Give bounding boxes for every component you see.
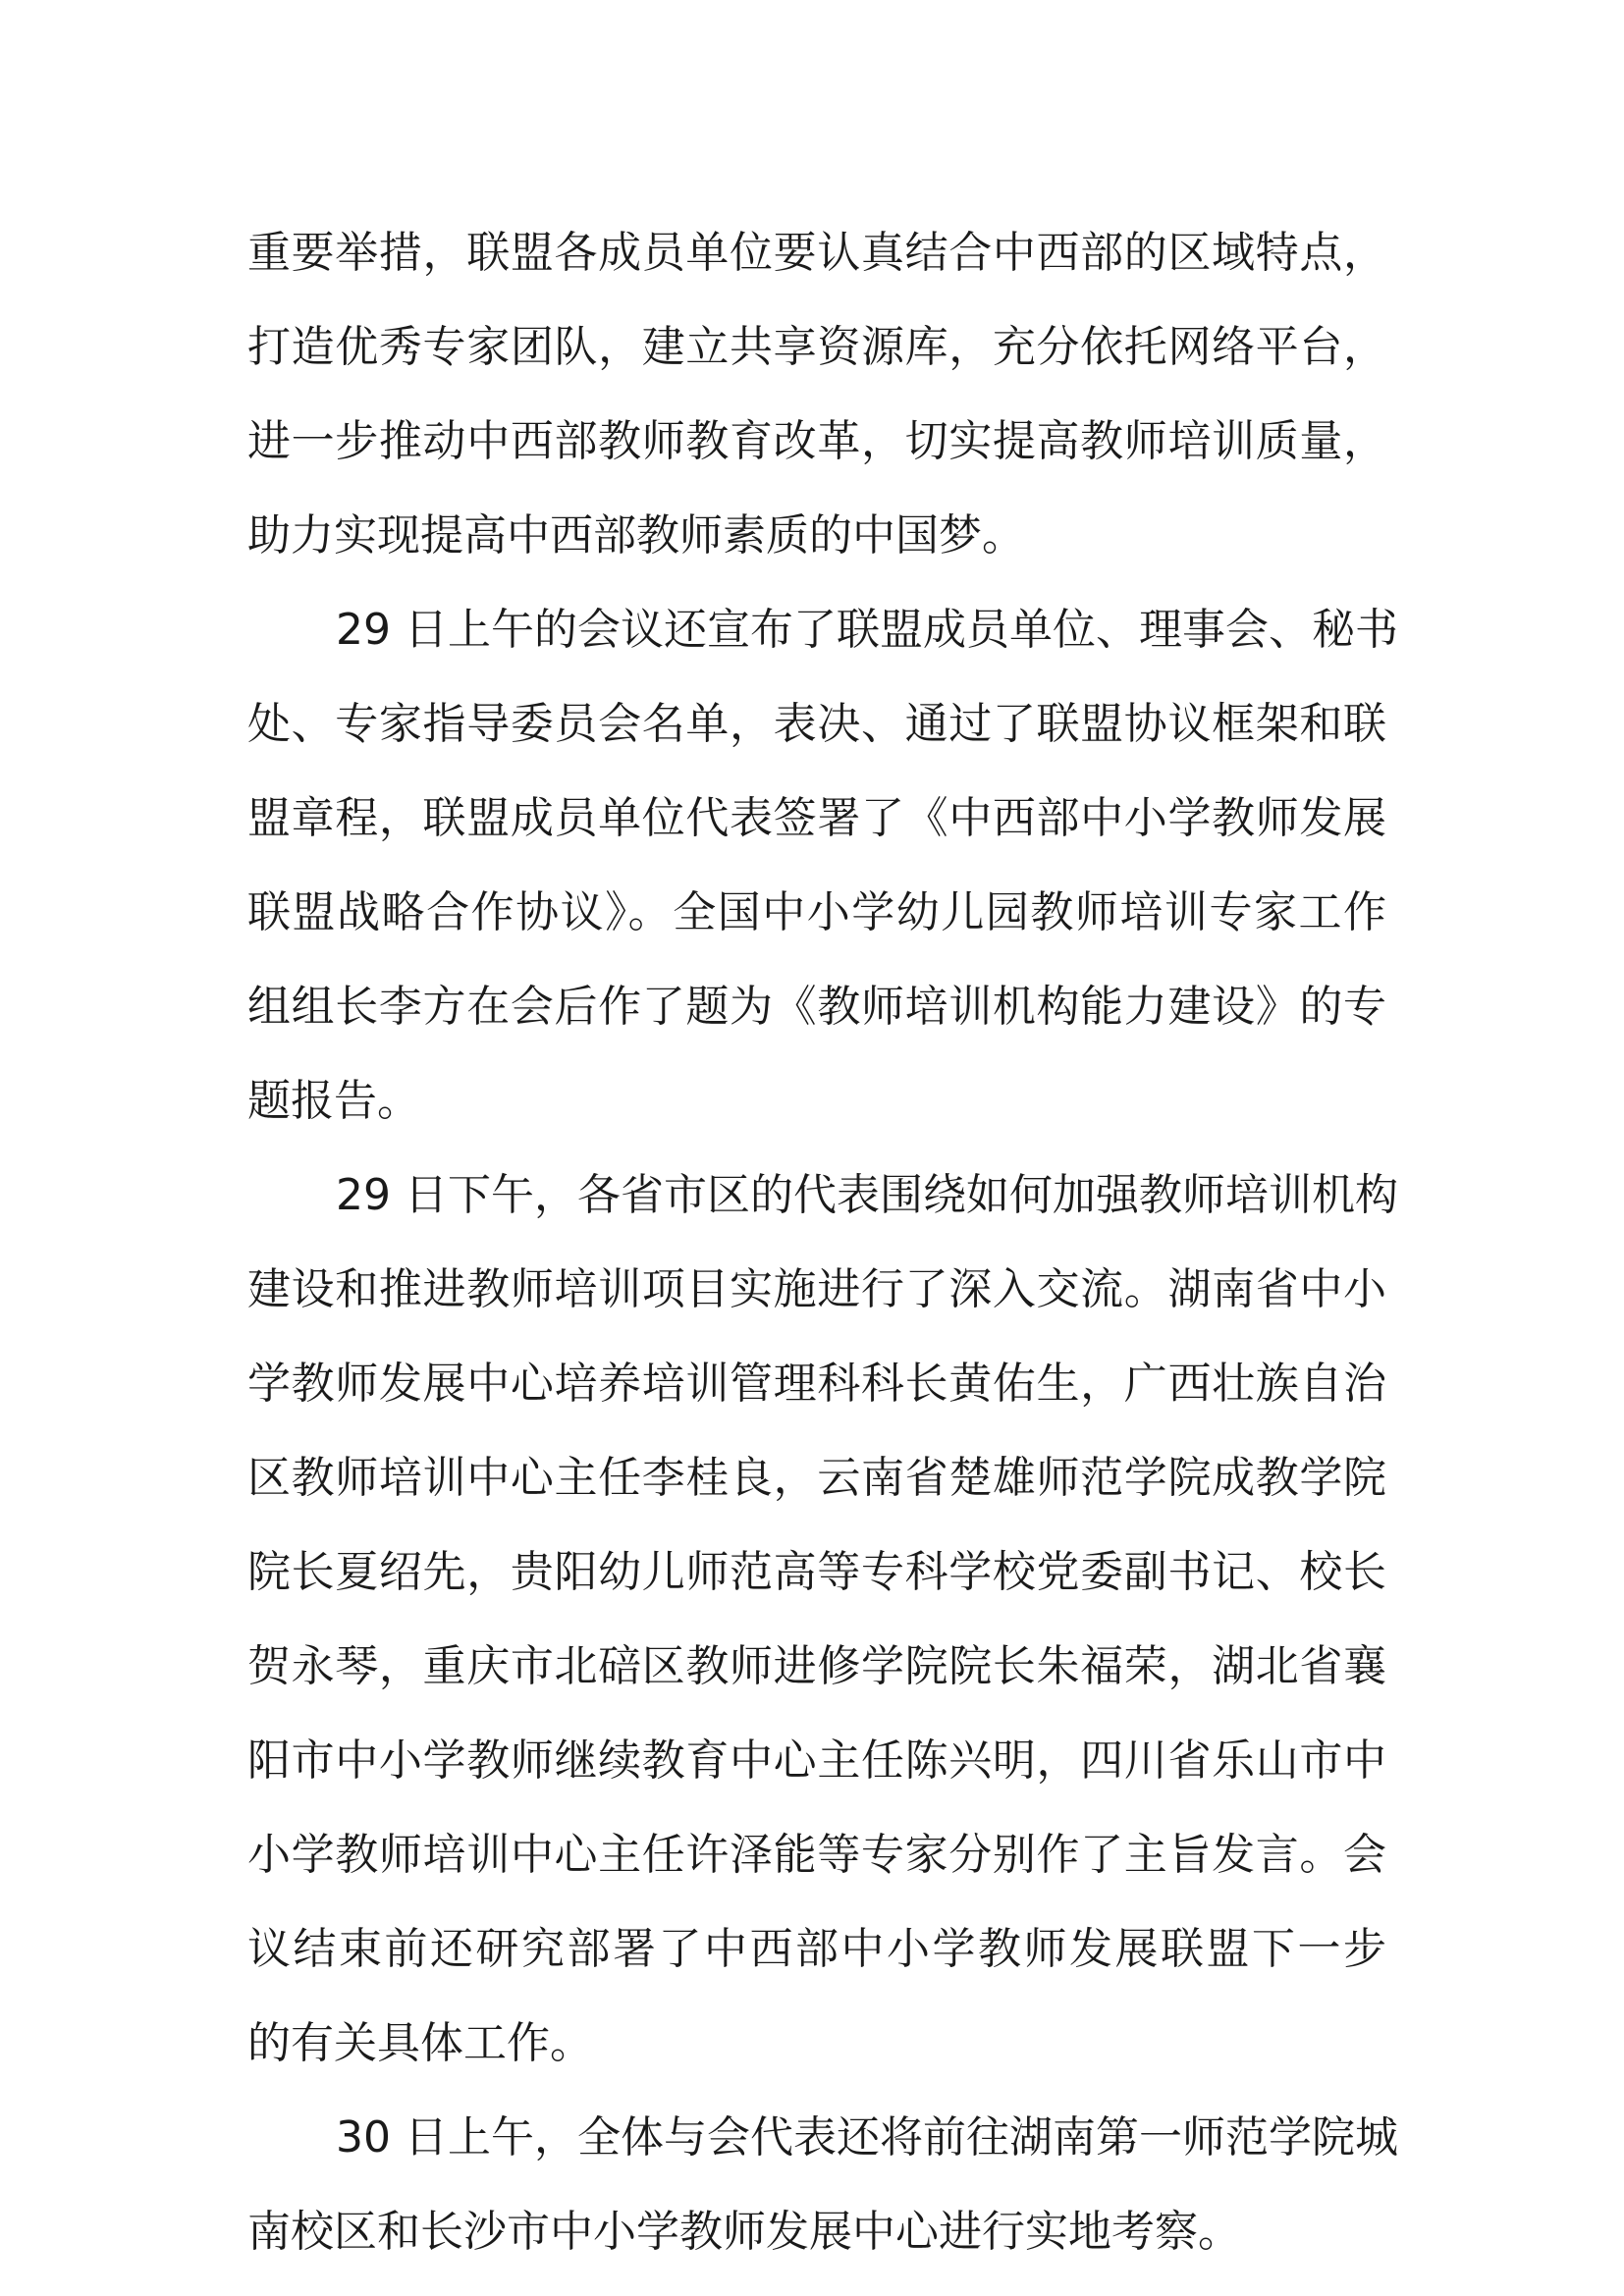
text-line: 联盟战略合作协议》。全国中小学幼儿园教师培训专家工作	[247, 887, 1386, 937]
text-line: 南校区和长沙市中小学教师发展中心进行实地考察。	[247, 2207, 1241, 2257]
text-line: 贺永琴，重庆市北碚区教师进修学院院长朱福荣，湖北省襄	[247, 1641, 1386, 1691]
text-line: 重要举措，联盟各成员单位要认真结合中西部的区域特点，	[247, 228, 1386, 278]
text-line: 题报告。	[247, 1076, 420, 1126]
text-line: 盟章程，联盟成员单位代表签署了《中西部中小学教师发展	[247, 793, 1386, 843]
text-line: 打造优秀专家团队，建立共享资源库，充分依托网络平台，	[247, 322, 1386, 372]
text-line: 处、专家指导委员会名单，表决、通过了联盟协议框架和联	[247, 699, 1386, 749]
text-line: 组组长李方在会后作了题为《教师培训机构能力建设》的专	[247, 982, 1386, 1032]
text-line: 助力实现提高中西部教师素质的中国梦。	[247, 510, 1025, 561]
text-line: 小学教师培训中心主任许泽能等专家分别作了主旨发言。会	[247, 1830, 1386, 1880]
text-line: 30 日上午，全体与会代表还将前往湖南第一师范学院城	[336, 2112, 1398, 2163]
text-line: 建设和推进教师培训项目实施进行了深入交流。湖南省中小	[247, 1264, 1386, 1314]
text-line: 议结束前还研究部署了中西部中小学教师发展联盟下一步	[247, 1924, 1386, 1974]
text-line: 的有关具体工作。	[247, 2018, 593, 2068]
text-line: 学教师发展中心培养培训管理科科长黄佑生，广西壮族自治	[247, 1359, 1386, 1409]
text-line: 29 日上午的会议还宣布了联盟成员单位、理事会、秘书	[336, 605, 1398, 655]
text-line: 院长夏绍先，贵阳幼儿师范高等专科学校党委副书记、校长	[247, 1547, 1386, 1597]
text-line: 29 日下午，各省市区的代表围绕如何加强教师培训机构	[336, 1170, 1398, 1220]
text-line: 区教师培训中心主任李桂良，云南省楚雄师范学院成教学院	[247, 1453, 1386, 1503]
text-line: 进一步推动中西部教师教育改革，切实提高教师培训质量，	[247, 416, 1386, 466]
text-line: 阳市中小学教师继续教育中心主任陈兴明，四川省乐山市中	[247, 1735, 1386, 1786]
